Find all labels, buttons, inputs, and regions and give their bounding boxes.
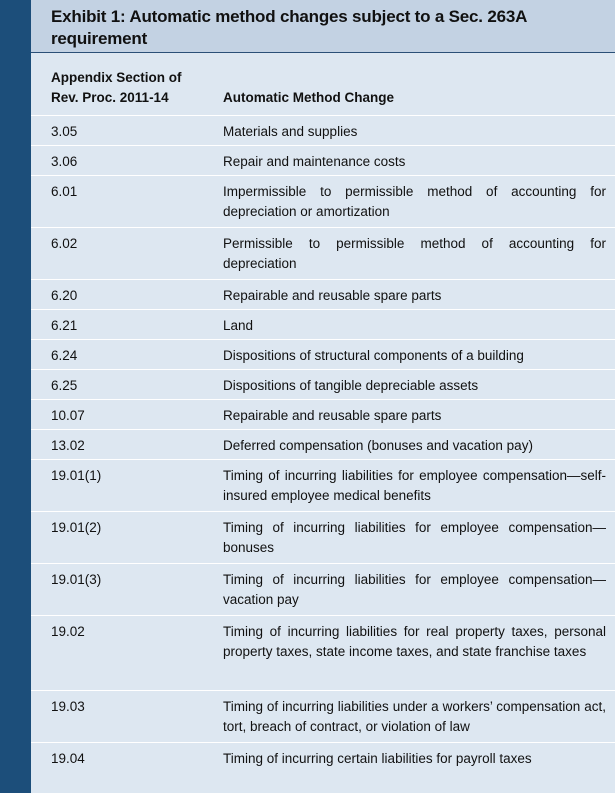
table-row <box>31 429 615 459</box>
change-cell: Timing of incurring liabilities for employee compensation—vacation pay <box>223 572 606 607</box>
table-row <box>31 399 615 429</box>
exhibit-title: Exhibit 1: Automatic method changes subject to a Sec. 263A requirement <box>51 7 527 48</box>
section-cell: 3.05 <box>51 124 78 139</box>
table-row <box>31 511 615 563</box>
section-cell: 19.03 <box>51 699 85 714</box>
change-cell: Dispositions of structural components of a building <box>223 348 524 363</box>
section-cell: 6.20 <box>51 288 78 303</box>
section-cell: 6.24 <box>51 348 78 363</box>
table-row <box>31 279 615 309</box>
change-cell: Materials and supplies <box>223 124 358 139</box>
section-cell: 19.01(1) <box>51 468 102 483</box>
column-headers <box>31 53 615 115</box>
change-cell: Impermissible to permissible method of accounting for depreciation or amortization <box>223 184 606 219</box>
column-header-section: Appendix Section of Rev. Proc. 2011-14 <box>51 70 182 105</box>
exhibit-panel <box>31 0 615 793</box>
table-row <box>31 145 615 175</box>
table-row <box>31 339 615 369</box>
section-cell: 6.01 <box>51 184 78 199</box>
table-row <box>31 227 615 279</box>
table-row <box>31 115 615 145</box>
section-cell: 19.02 <box>51 624 85 639</box>
change-cell: Dispositions of tangible depreciable assets <box>223 378 479 393</box>
section-cell: 19.01(3) <box>51 572 102 587</box>
table-row <box>31 459 615 511</box>
table-row <box>31 563 615 615</box>
change-cell: Repairable and reusable spare parts <box>223 408 442 423</box>
change-cell: Permissible to permissible method of accounting for depreciation <box>223 236 606 271</box>
section-cell: 6.25 <box>51 378 78 393</box>
table-body <box>31 115 615 772</box>
title-box <box>31 0 615 53</box>
section-cell: 10.07 <box>51 408 85 423</box>
change-cell: Repair and maintenance costs <box>223 154 406 169</box>
table-row <box>31 615 615 690</box>
section-cell: 19.04 <box>51 751 85 766</box>
change-cell: Timing of incurring liabilities under a workers’ compensation act, tort, breach of contract, or violation of law <box>223 699 606 734</box>
table-row <box>31 369 615 399</box>
section-cell: 3.06 <box>51 154 78 169</box>
table-row <box>31 175 615 227</box>
section-cell: 13.02 <box>51 438 85 453</box>
left-accent-bar <box>0 0 31 793</box>
section-cell: 6.21 <box>51 318 78 333</box>
section-cell: 6.02 <box>51 236 78 251</box>
change-cell: Timing of incurring liabilities for real property taxes, personal property taxes, state income taxes, and state franchise taxes <box>223 624 606 659</box>
change-cell: Timing of incurring liabilities for employee compensation—self-insured employee medical benefits <box>223 468 606 503</box>
column-header-change: Automatic Method Change <box>223 90 394 105</box>
change-cell: Timing of incurring certain liabilities for payroll taxes <box>223 751 532 766</box>
change-cell: Deferred compensation (bonuses and vacation pay) <box>223 438 533 453</box>
change-cell: Timing of incurring liabilities for employee compensation—bonuses <box>223 520 606 555</box>
table-row <box>31 742 615 772</box>
section-cell: 19.01(2) <box>51 520 102 535</box>
change-cell: Land <box>223 318 254 333</box>
table-row <box>31 690 615 742</box>
table-row <box>31 309 615 339</box>
change-cell: Repairable and reusable spare parts <box>223 288 442 303</box>
